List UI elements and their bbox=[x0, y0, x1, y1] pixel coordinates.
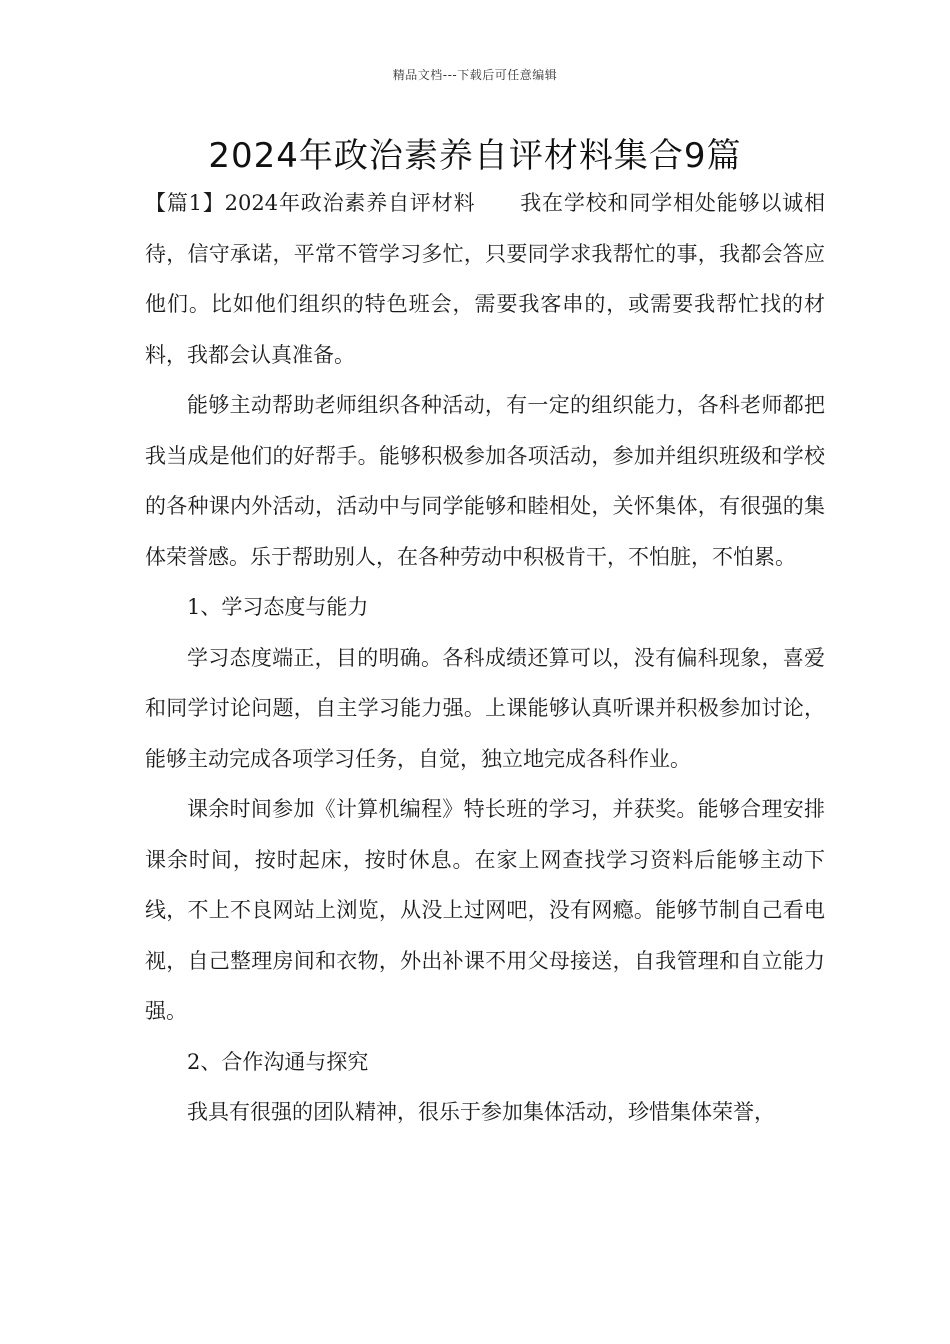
paragraph-2: 能够主动帮助老师组织各种活动，有一定的组织能力，各科老师都把我当成是他们的好帮手。能够积极参加各项活动，参加并组织班级和学校的各种课内外活动，活动中与同学能够和睦相处，关怀集体，有很强的集体荣誉感。乐于帮助别人，在各种劳动中积极肯干，不怕脏，不怕累。 bbox=[145, 393, 825, 569]
paragraph-3: 学习态度端正，目的明确。各科成绩还算可以，没有偏科现象，喜爱和同学讨论问题，自主学习能力强。上课能够认真听课并积极参加讨论，能够主动完成各项学习任务，自觉，独立地完成各科作业。 bbox=[145, 645, 825, 771]
paragraph-1-text: 我在学校和同学相处能够以诚相待，信守承诺，平常不管学习多忙，只要同学求我帮忙的事，我都会答应他们。比如他们组织的特色班会，需要我客串的，或需要我帮忙找的材料，我都会认真准备。 bbox=[145, 191, 825, 367]
document-body bbox=[145, 178, 825, 1138]
header-note: 精品文档---下载后可任意编辑 bbox=[392, 68, 558, 82]
paragraph-5: 我具有很强的团队精神，很乐于参加集体活动，珍惜集体荣誉， bbox=[187, 1100, 775, 1124]
document-title: 2024年政治素养自评材料集合9篇 bbox=[208, 136, 742, 176]
section-heading-1: 1、学习态度与能力 bbox=[187, 595, 369, 619]
section-heading-2: 2、合作沟通与探究 bbox=[187, 1049, 369, 1074]
paragraph-4: 课余时间参加《计算机编程》特长班的学习，并获奖。能够合理安排课余时间，按时起床，按时休息。在家上网查找学习资料后能够主动下线，不上不良网站上浏览，从没上过网吧，没有网瘾。能够节制自己看电视，自己整理房间和衣物，外出补课不用父母接送，自我管理和自立能力强。 bbox=[145, 797, 825, 1023]
paragraph-1 bbox=[145, 178, 825, 380]
section-lead: 【篇1】2024年政治素养自评材料 bbox=[145, 191, 476, 215]
